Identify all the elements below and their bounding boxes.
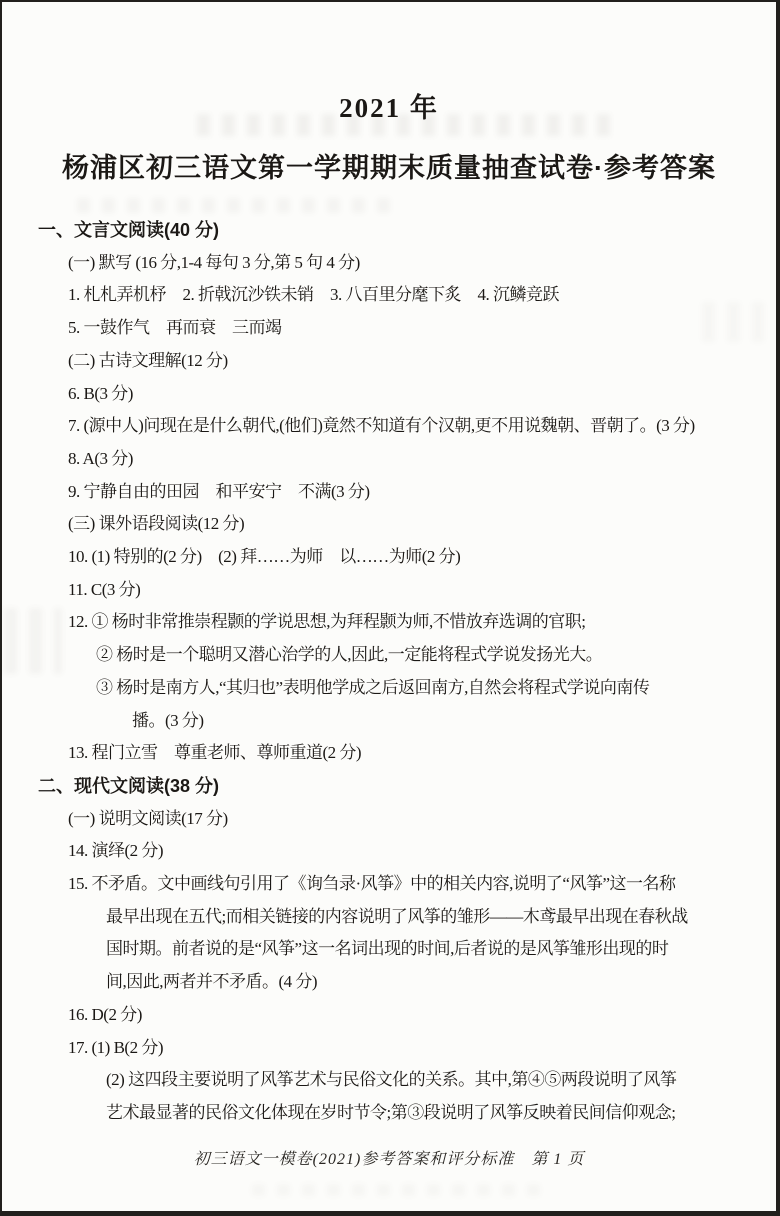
- page-title-main: 杨浦区初三语文第一学期期末质量抽查试卷·参考答案: [62, 153, 716, 183]
- answer-line: ② 杨时是一个聪明又潜心治学的人,因此,一定能将程式学说发扬光大。: [96, 645, 603, 665]
- answer-line: 最早出现在五代;而相关链接的内容说明了风筝的雏形——木鸢最早出现在春秋战: [106, 906, 688, 926]
- answer-line: 10. (1) 特别的(2 分) (2) 拜……为师 以……为师(2 分): [68, 547, 461, 567]
- answer-line: 1. 札札弄机杼 2. 折戟沉沙铁未销 3. 八百里分麾下炙 4. 沉鳞竞跃: [68, 285, 559, 305]
- answer-line: 7. (源中人)问现在是什么朝代,(他们)竟然不知道有个汉朝,更不用说魏朝、晋朝了。(3 分): [68, 416, 695, 436]
- answer-line: 14. 演绎(2 分): [68, 841, 164, 861]
- answer-line: 艺术最显著的民俗文化体现在岁时节令;第③段说明了风筝反映着民间信仰观念;: [106, 1102, 676, 1122]
- answer-line: ③ 杨时是南方人,“其归也”表明他学成之后返回南方,自然会将程式学说向南传: [96, 677, 650, 697]
- answer-line: (三) 课外语段阅读(12 分): [68, 514, 245, 534]
- answer-line: 11. C(3 分): [68, 579, 141, 599]
- page-footer: 初三语文一模卷(2021)参考答案和评分标准 第 1 页: [193, 1151, 585, 1168]
- answer-line: 16. D(2 分): [68, 1004, 142, 1024]
- answer-line: 17. (1) B(2 分): [68, 1037, 163, 1057]
- page-title-year: 2021 年: [339, 93, 439, 123]
- answer-line: (二) 古诗文理解(12 分): [68, 350, 228, 370]
- answer-line: (一) 默写 (16 分,1-4 每句 3 分,第 5 句 4 分): [68, 252, 360, 272]
- answer-line: 6. B(3 分): [68, 383, 133, 403]
- answer-line: 12. ① 杨时非常推崇程颢的学说思想,为拜程颢为师,不惜放弃选调的官职;: [68, 612, 586, 632]
- answer-line: 国时期。前者说的是“风筝”这一名词出现的时间,后者说的是风筝雏形出现的时: [106, 939, 669, 959]
- answer-line: 二、现代文阅读(38 分): [38, 775, 220, 796]
- answer-line: 8. A(3 分): [68, 448, 133, 468]
- answer-line: 9. 宁静自由的田园 和平安宁 不满(3 分): [68, 481, 370, 501]
- answer-line: 播。(3 分): [132, 710, 204, 730]
- answer-line: 一、文言文阅读(40 分): [38, 220, 220, 240]
- scan-artifact: [77, 198, 397, 213]
- answer-line: 5. 一鼓作气 再而衰 三而竭: [68, 318, 282, 338]
- answer-line: 13. 程门立雪 尊重老师、尊师重道(2 分): [68, 743, 362, 763]
- answer-line: (一) 说明文阅读(17 分): [68, 808, 228, 828]
- answer-line: 间,因此,两者并不矛盾。(4 分): [106, 972, 318, 992]
- answer-line: 15. 不矛盾。文中画线句引用了《询刍录·风筝》中的相关内容,说明了“风筝”这一名称: [68, 874, 676, 894]
- answer-line: (2) 这四段主要说明了风筝艺术与民俗文化的关系。其中,第④⑤两段说明了风筝: [106, 1070, 677, 1090]
- document-body: [2, 214, 780, 1130]
- scan-artifact: [252, 1184, 542, 1196]
